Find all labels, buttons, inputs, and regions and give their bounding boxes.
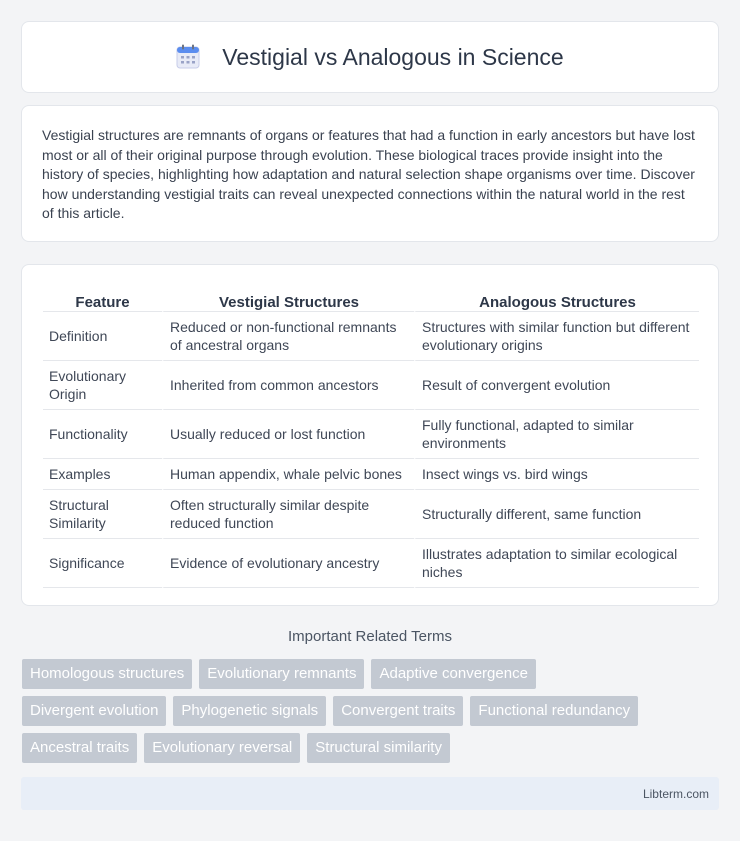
- related-term-tag[interactable]: Ancestral traits: [22, 733, 137, 763]
- table-cell: Significance: [43, 539, 162, 588]
- table-cell: Evidence of evolutionary ancestry: [162, 539, 414, 588]
- table-cell: Structural Similarity: [43, 490, 162, 539]
- table-cell: Structures with similar function but different evolutionary origins: [414, 312, 699, 361]
- footer: [21, 777, 719, 810]
- table-row: [43, 361, 699, 410]
- table-cell: Inherited from common ancestors: [162, 361, 414, 410]
- table-cell: Result of convergent evolution: [414, 361, 699, 410]
- related-term-tag[interactable]: Structural similarity: [307, 733, 450, 763]
- table-cell: Insect wings vs. bird wings: [414, 459, 699, 490]
- comparison-table: [43, 286, 699, 588]
- table-cell: Reduced or non-functional remnants of ancestral organs: [162, 312, 414, 361]
- calendar-icon: [176, 44, 200, 70]
- related-terms-list: [22, 659, 722, 770]
- table-row: [43, 539, 699, 588]
- table-cell: Illustrates adaptation to similar ecological niches: [414, 539, 699, 588]
- table-header-row: [43, 286, 699, 312]
- related-term-tag[interactable]: Evolutionary reversal: [144, 733, 300, 763]
- table-cell: Often structurally similar despite reduced function: [162, 490, 414, 539]
- column-header: Feature: [43, 286, 162, 312]
- related-terms-title: Important Related Terms: [288, 628, 452, 645]
- column-header: Analogous Structures: [414, 286, 699, 312]
- related-term-tag[interactable]: Adaptive convergence: [371, 659, 535, 689]
- tag-row: [22, 659, 722, 689]
- table-row: [43, 410, 699, 459]
- related-term-tag[interactable]: Divergent evolution: [22, 696, 166, 726]
- intro-card: [21, 105, 719, 242]
- table-row: [43, 490, 699, 539]
- intro-paragraph: Vestigial structures are remnants of organs or features that had a function in early ancestors but have lost most or all of their original purpose through evolution. These biological traces provide insight into the history of species, highlighting how adaptation and natural selection shape organisms over time. Discover how understanding vestigial traits can reveal unexpected connections within the natural world in the rest of this article.: [42, 127, 695, 222]
- related-term-tag[interactable]: Functional redundancy: [470, 696, 638, 726]
- related-term-tag[interactable]: Convergent traits: [333, 696, 463, 726]
- comparison-card: [21, 264, 719, 606]
- table-cell: Examples: [43, 459, 162, 490]
- tag-row: [22, 696, 722, 726]
- related-term-tag[interactable]: Phylogenetic signals: [173, 696, 326, 726]
- table-cell: Fully functional, adapted to similar environments: [414, 410, 699, 459]
- page-title: Vestigial vs Analogous in Science: [222, 43, 564, 70]
- table-row: [43, 459, 699, 490]
- table-cell: Evolutionary Origin: [43, 361, 162, 410]
- table-cell: Definition: [43, 312, 162, 361]
- header-card: [21, 21, 719, 93]
- related-term-tag[interactable]: Evolutionary remnants: [199, 659, 364, 689]
- footer-site-link[interactable]: Libterm.com: [642, 787, 709, 801]
- header: [176, 44, 563, 71]
- tag-row: [22, 733, 722, 763]
- table-cell: Human appendix, whale pelvic bones: [162, 459, 414, 490]
- table-cell: Functionality: [43, 410, 162, 459]
- related-term-tag[interactable]: Homologous structures: [22, 659, 192, 689]
- table-cell: Usually reduced or lost function: [162, 410, 414, 459]
- table-row: [43, 312, 699, 361]
- column-header: Vestigial Structures: [162, 286, 414, 312]
- table-cell: Structurally different, same function: [414, 490, 699, 539]
